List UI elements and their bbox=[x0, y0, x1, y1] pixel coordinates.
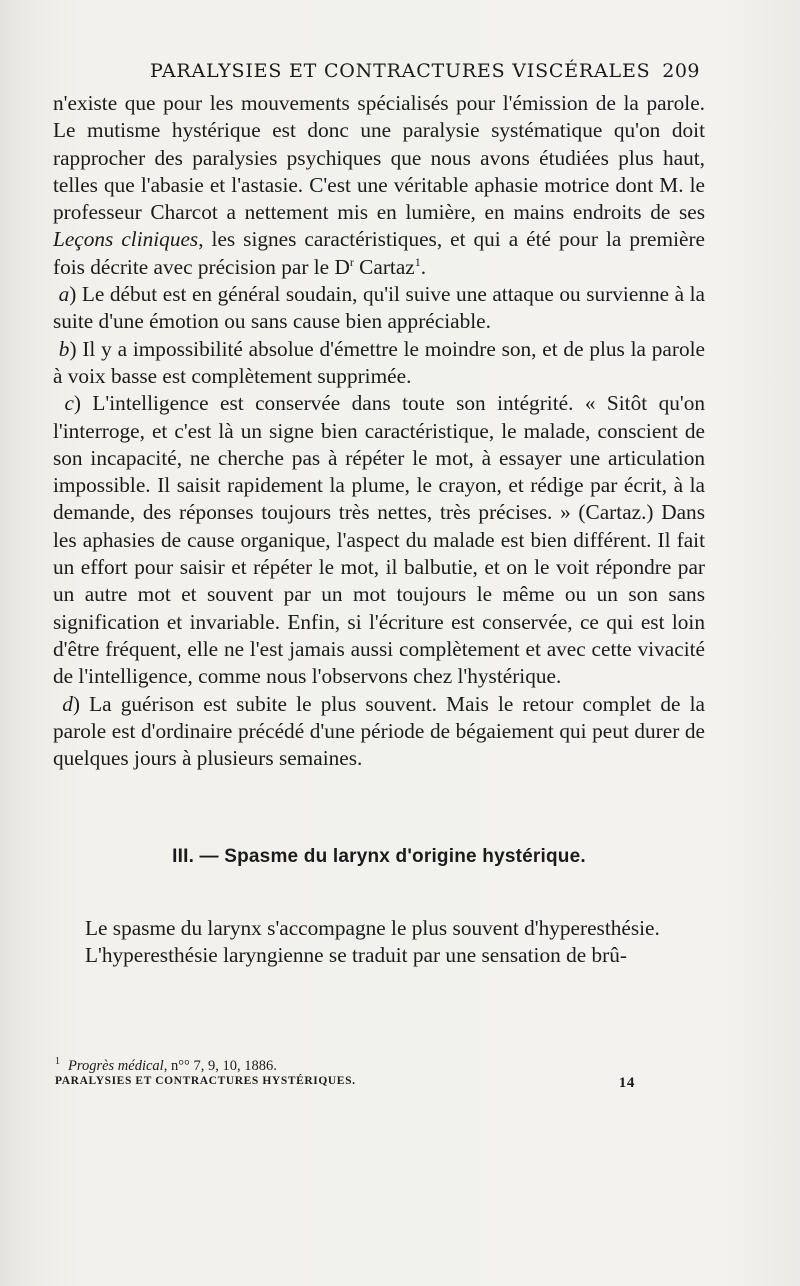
section-heading: III. — Spasme du larynx d'origine hystérique. bbox=[172, 846, 586, 867]
item-a bbox=[53, 281, 705, 336]
footnote bbox=[55, 1053, 705, 1075]
paragraph-intro bbox=[53, 90, 705, 281]
body-text bbox=[53, 90, 705, 772]
running-head bbox=[150, 60, 700, 82]
item-text: ) Le début est en général soudain, qu'il suive une attaque ou survienne à la suite d'une émotion ou sans cause bien appréciable. bbox=[53, 282, 705, 334]
text-segment: . bbox=[420, 254, 427, 279]
item-d bbox=[53, 691, 705, 773]
book-title: Leçons cliniques bbox=[53, 227, 199, 252]
text-segment: , les signes caractéristiques, et qui a été pour la première fois décrite avec précision par le D bbox=[53, 227, 705, 279]
item-c bbox=[53, 390, 705, 690]
item-label: b bbox=[58, 336, 70, 361]
item-label: d bbox=[62, 691, 73, 716]
footnote-journal: Progrès médical bbox=[68, 1057, 164, 1074]
paragraph-spasm: Le spasme du larynx s'accompagne le plus souvent d'hyperesthésie. bbox=[85, 916, 660, 940]
page-number: 209 bbox=[662, 60, 700, 82]
body-text-section bbox=[53, 915, 705, 970]
footnote-ref: 1 bbox=[414, 254, 421, 269]
signature-line bbox=[55, 1075, 635, 1092]
footnote-number: 1 bbox=[55, 1056, 60, 1067]
item-label: c bbox=[64, 391, 74, 416]
item-text: ) Il y a impossibilité absolue d'émettre le moindre son, et de plus la parole à voix basse est complètement supprimée. bbox=[53, 336, 705, 388]
item-text: ) L'intelligence est conservée dans toute son intégrité. « Sitôt qu'on l'interroge, et c'est là un signe bien caractéristique, le malade, conscient de son incapacité, ne cherche pas à répéter le mot, à essayer une articulation impossible. Il saisit rapidement la plume, le crayon, et rédige par écrit, à la demande, des réponses toujours très nettes, très précises. » (Cartaz.) Dans les aphasies de cause organique, l'aspect du malade est bien différent. Il fait un effort pour saisir et répéter le mot, il balbutie, et on le voit répondre par un autre mot et souvent par un mot toujours le même ou un son sans signification et invariable. Enfin, si l'écriture est conservée, ce qui est loin d'être fréquent, elle ne l'est jamais aussi complètement et avec cette vivacité de l'intelligence, comme nous l'observons chez l'hystérique. bbox=[53, 391, 705, 689]
signature-sheet-number: 14 bbox=[618, 1075, 635, 1091]
running-head-title: PARALYSIES ET CONTRACTURES VISCÉRALES bbox=[150, 60, 651, 82]
item-b bbox=[53, 336, 705, 391]
text-segment: Cartaz bbox=[353, 254, 415, 279]
superscript-r: r bbox=[349, 254, 354, 269]
item-label: a bbox=[58, 282, 70, 307]
footnote-details: , n°° 7, 9, 10, 1886. bbox=[163, 1057, 277, 1074]
item-text: ) La guérison est subite le plus souvent. Mais le retour complet de la parole est d'ordinaire précédé d'une période de bégaiement qui peut durer de quelques jours à plusieurs semaines. bbox=[53, 691, 705, 771]
signature-label: PARALYSIES ET CONTRACTURES HYSTÉRIQUES. bbox=[55, 1075, 356, 1087]
text-segment: n'existe que pour les mouvements spécialisés pour l'émission de la parole. Le mutisme hystérique est donc une paralysie systématique qu'on doit rapprocher des paralysies psychiques que nous avons étudiées plus haut, telles que l'abasie et l'astasie. C'est une véritable aphasie motrice dont M. le professeur Charcot a nettement mis en lumière, en mains endroits de ses bbox=[53, 91, 705, 225]
paragraph-hyperesthesia: L'hyperesthésie laryngienne se traduit par une sensation de brû- bbox=[85, 943, 627, 968]
